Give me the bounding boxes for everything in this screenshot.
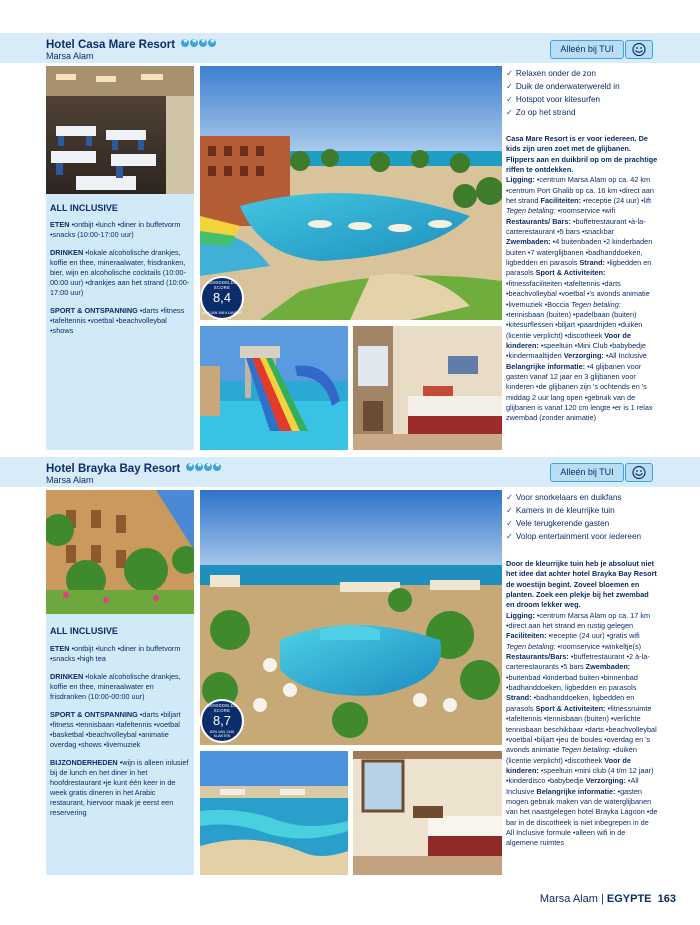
hotel2-eten: ETEN •ontbijt •lunch •diner in buffetvorm •snacks •high tea	[50, 644, 181, 663]
hotel1-info-title: ALL INCLUSIVE	[50, 203, 118, 213]
page-number: 163	[657, 893, 676, 905]
hotel1-all-inclusive-box	[46, 194, 194, 450]
hotel2-exclusive-badge: Alleén bij TUI	[550, 463, 624, 482]
hotel1-drinken: DRINKEN •lokale alcoholische drankjes, koffie en thee, mineraalwater, frisdranken, bier, wijn en alcoholische cocktails (10:00-00:00 uur) •drankjes aan het strand (10:00-17:00 uur)	[50, 248, 190, 297]
hotel2-photo-room	[353, 751, 502, 875]
page-footer: Marsa Alam | EGYPTE 163	[539, 893, 676, 905]
checkmark-icon: ✓	[506, 68, 513, 78]
checkmark-icon: ✓	[506, 518, 513, 528]
hotel1-eten: ETEN •ontbijt •lunch •diner in buffetvorm •snacks (10:00-17:00 uur)	[50, 220, 181, 239]
hotel2-photo-aerial-pool	[200, 490, 502, 745]
hotel2-location: Marsa Alam	[46, 475, 94, 485]
hotel1-location: Marsa Alam	[46, 51, 94, 61]
star-rating-icon	[181, 38, 217, 50]
hotel1-exclusive-badge: Alleén bij TUI	[550, 40, 624, 59]
hotel1-highlight: ✓ Duik de onderwaterwereld in	[506, 81, 620, 91]
hotel2-description	[506, 559, 658, 849]
hotel1-photo-pool-resort	[200, 66, 502, 320]
hotel2-highlight: ✓ Kamers in de kleurrijke tuin	[506, 505, 615, 515]
hotel2-highlight: ✓ Vele terugkerende gasten	[506, 518, 610, 528]
checkmark-icon: ✓	[506, 107, 513, 117]
star-rating-icon	[186, 462, 222, 474]
hotel1-description	[506, 134, 658, 424]
hotel1-highlight: ✓ Hotspot voor kitesurfen	[506, 94, 601, 104]
checkmark-icon: ✓	[506, 505, 513, 515]
hotel2-photo-garden	[46, 490, 194, 614]
footer-country: EGYPTE	[606, 893, 652, 905]
hotel1-photo-room	[353, 326, 502, 450]
hotel1-title: Hotel Casa Mare Resort ★★★★	[46, 38, 217, 51]
hotel2-drinken: DRINKEN •lokale alcoholische drankjes, koffie en thee, mineraalwater en frisdranken (10:00-00:00 uur)	[50, 672, 181, 701]
checkmark-icon: ✓	[506, 94, 513, 104]
checkmark-icon: ✓	[506, 531, 513, 541]
hotel1-highlight: ✓ Relaxen onder de zon	[506, 68, 596, 78]
hotel2-tui-smile-icon	[625, 463, 653, 482]
checkmark-icon: ✓	[506, 81, 513, 91]
hotel1-sport: SPORT & ONTSPANNING •darts •fitness •tafeltennis •voetbal •beachvolleybal •shows	[50, 306, 185, 335]
hotel1-details: Ligging: •centrum Marsa Alam op ca. 42 km •centrum Port Ghalib op ca. 16 km •direct aan het strand Faciliteiten: •receptie (24 uur) •lift Tegen betaling: •roomservice •wifi Restaurants/ Bars: •buffetrestaurant •à-la-carterestaurant •5 bars •snackbar Zwembaden: •4 buitenbaden •2 kinderbaden buiten •7 waterglijbanen •badhanddoeken, ligbedden en parasols Strand: •ligbedden en parasols Sport & Activiteiten: •fitnessfaciliteiten •tafeltennis •darts •beachvolleybal •voetbal •'s avonds animatie •livemuziek •Boccia Tegen betaling: •tennisbaan (buiten) •padelbaan (buiten) •kitesurflessen •biljart •paardrijden •duiken (licentie verplicht) •discotheek Voor de kinderen: •speeltuin •Mini Club •babybedje •kindermaaltijden Verzorging: •All Inclusive Belangrijke informatie: •4 glijbanen voor gasten vanaf 12 jaar en 3 glijbanen voor kinderen •de glijbanen zijn 's ochtends en 's middag 2 uur lang open •gebruik van de glijbanen is vanaf 120 cm lengte •er is 1 relax zwembad (zonder animatie)	[506, 175, 654, 423]
footer-region: Marsa Alam	[539, 893, 598, 905]
hotel2-highlight: ✓ Volop entertainment voor iedereen	[506, 531, 642, 541]
hotel1-intro: Casa Mare Resort is er voor iedereen. De kids zijn uren zoet met de glijbanen. Flippers aan en duikbril op om de prachtige riffen te ontdekken.	[506, 134, 658, 175]
hotel2-photo-beach	[200, 751, 348, 875]
hotel2-all-inclusive-box	[46, 614, 194, 875]
checkmark-icon: ✓	[506, 492, 513, 502]
hotel1-highlight: ✓ Zo op het strand	[506, 107, 576, 117]
hotel2-sport: SPORT & ONTSPANNING •darts •biljart •fitness •tennisbaan •tafeltennis •voetbal •basketbal •beachvolleybal •animatie overdag •shows •livemuziek	[50, 710, 181, 749]
hotel2-details: Ligging: •centrum Marsa Alam op ca. 17 km •direct aan het strand en rustig gelegen Faciliteiten: •receptie (24 uur) •gratis wifi Tegen betaling: •roomservice •winkeltje(s) Restaurants/Bars: •buffetrestaurant •2 à-la-carterestaurants •5 bars Zwembaden: •buitenbad •kinderbad buiten •binnenbad •badhanddoeken, ligbedden en parasols Strand: •badhanddoeken, ligbedden en parasols Sport & Activiteiten: •fitnessruimte •tafeltennis •tennisbaan (buiten) •verlichte tennisbaan beschikbaar •darts •beachvolleybal •voetbal •biljart •jeu de boules •overdag en 's avonds animatie Tegen betaling: •duiken (licentie verplicht) •discotheek Voor de kinderen: •speeltuin •mini club (4 t/m 12 jaar) •kinderdisco •babybedje Verzorging: •All Inclusive Belangrijke informatie: •gasten mogen gebruik maken van de waterglijbanen van het naastgelegen hotel Brayka Lagoon •de bar in de discotheek is niet inbegrepen in de All Inclusive formule •alleen wifi in de algemene ruimtes	[506, 610, 658, 848]
hotel2-info-title: ALL INCLUSIVE	[50, 626, 118, 636]
hotel1-rating-badge: GEMIDDELDE SCORE 8,4 80% VAN 396 KLANTEN	[200, 276, 244, 320]
hotel2-rating-badge: GEMIDDELDE SCORE 8,7 83% VAN 1345 KLANTEN	[200, 699, 244, 743]
hotel1-photo-restaurant	[46, 66, 194, 194]
hotel2-title: Hotel Brayka Bay Resort ★★★★	[46, 462, 222, 475]
hotel1-photo-waterslides	[200, 326, 348, 450]
hotel1-tui-smile-icon	[625, 40, 653, 59]
hotel2-bijzonderheden: BIJZONDERHEDEN •wijn is alleen inlusief bij de lunch en het diner in het hoofdrestaurant •je kunt één keer in de week gratis dineren in het Arabic restaurant, hiervoor maak je eerst een reservering	[50, 758, 189, 817]
hotel2-highlight: ✓ Voor snorkelaars en duikfans	[506, 492, 622, 502]
hotel2-intro: Door de kleurrijke tuin heb je absoluut niet het idee dat achter hotel Brayka Bay Resort de woestijn begint. Zoveel bloemen en planten. Zoek een plekje bij het zwembad en droom lekker weg.	[506, 559, 657, 610]
